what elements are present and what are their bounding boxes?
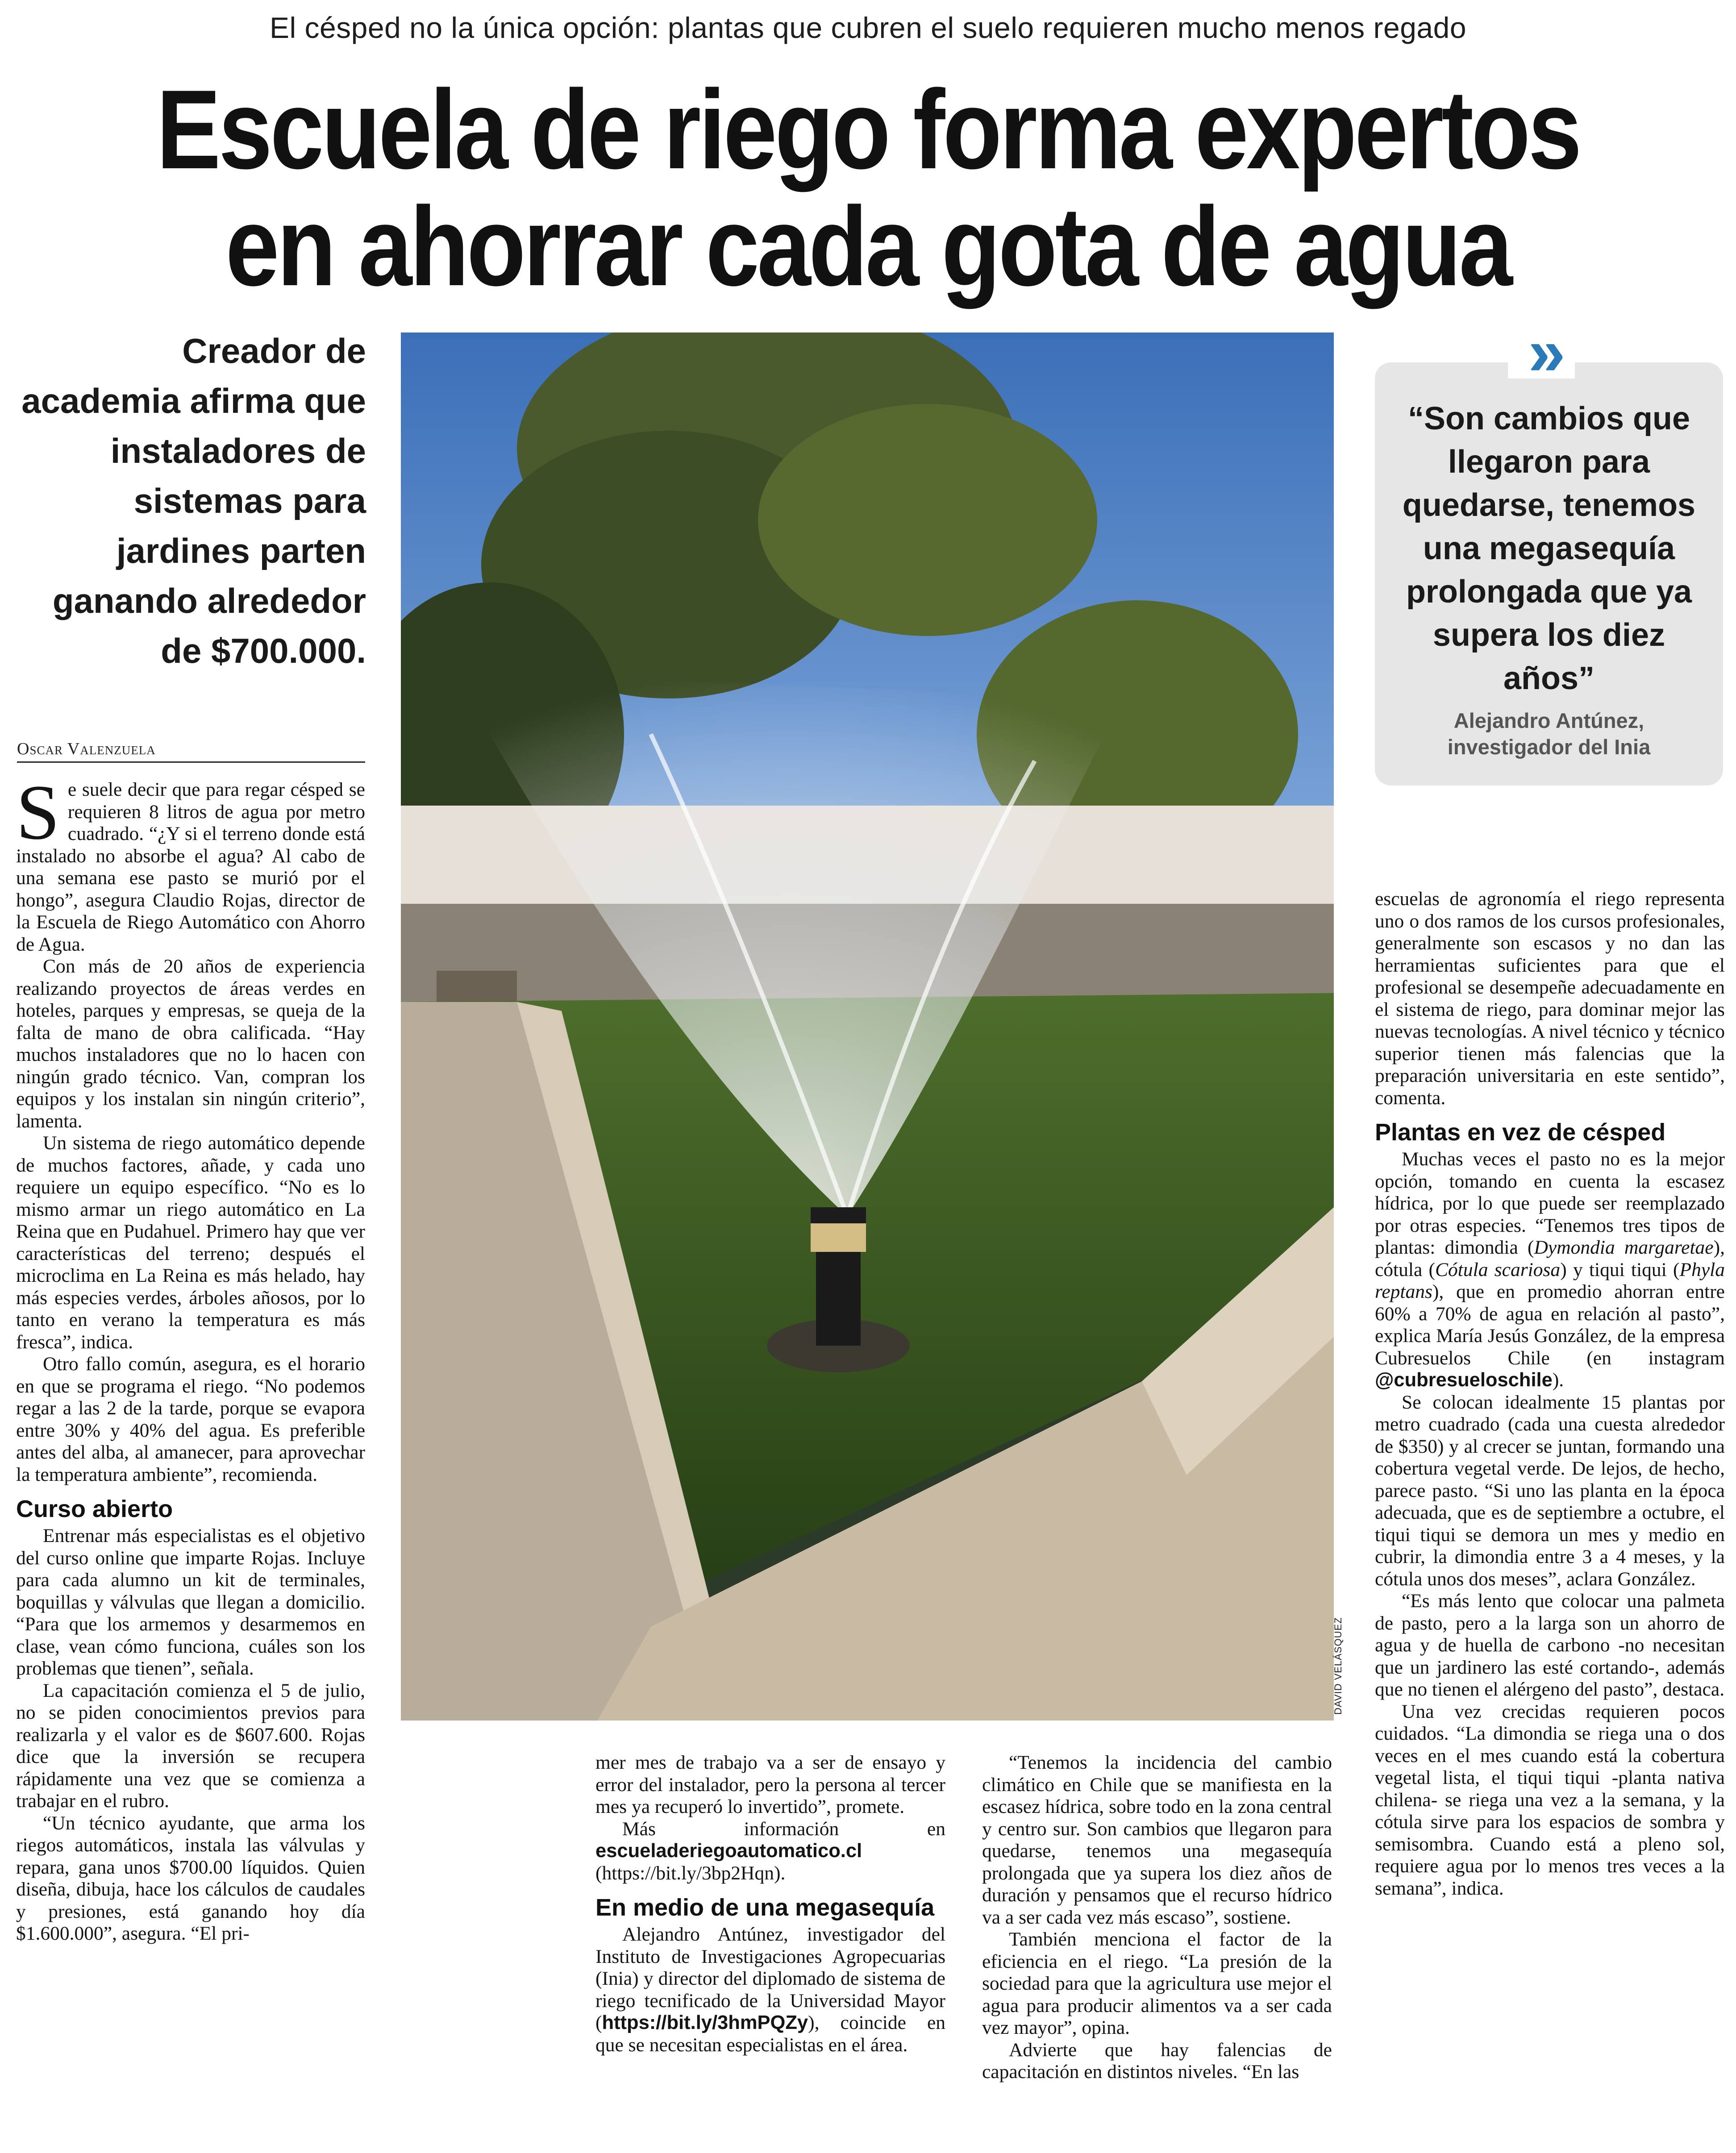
species-name: Cótula scariosa xyxy=(1435,1259,1561,1280)
text: ), coincide en que se necesitan especialistas en el área. xyxy=(595,2012,945,2056)
paragraph: “Un técnico ayudante, que arma los riegos automáticos, instala las válvulas y repara, gana unos $700.00 líquidos. Quien diseña, dibuja, hace los cálculos de caudales y presiones, está ganando hoy día $1.600.000”, asegura. “El pri- xyxy=(16,1812,365,1944)
paragraph: Con más de 20 años de experiencia realizando proyectos de áreas verdes en hoteles, parques y empresas, se queja de la falta de mano de obra calificada. “Hay muchos instaladores que no lo hacen con ningún grado técnico. Van, compran los equipos y los instalan sin ningún criterio”, lamenta. xyxy=(16,956,365,1132)
photo-credit: DAVID VELÁSQUEZ xyxy=(1332,1617,1344,1715)
pullquote-name: Alejandro Antúnez, xyxy=(1453,709,1644,732)
deck-summary: Creador de academia afirma que instaladores de sistemas para jardines parten ganando alrededor de $700.000. xyxy=(21,331,366,670)
text: ), cótula ( xyxy=(1375,1237,1725,1280)
column-4 xyxy=(1375,888,1725,2151)
paragraph: Entrenar más especialistas es el objetivo del curso online que imparte Rojas. Incluye para cada alumno un kit de terminales, boquillas y válvulas que llegan a domicilio. “Para que los armemos y desarmemos en clase, vean cómo funciona, cuáles son los problemas que tienen”, señala. xyxy=(16,1525,365,1679)
headline-line-2: en ahorrar cada gota de agua xyxy=(225,184,1511,309)
paragraph: Se colocan idealmente 15 plantas por metro cuadrado (cada una cuesta alrededor de $350) y al crecer se juntan, formando una cobertura vegetal verde. De lejos, de hecho, parece pasto. “Si uno las planta en la época adecuada, que es de septiembre a octubre, el tiqui tiqui se demora un mes y medio en cubrir, la dimondia entre 3 a 4 meses, y la cótula unos dos meses”, aclara González. xyxy=(1375,1391,1725,1590)
paragraph: Se suele decir que para regar césped se requieren 8 litros de agua por metro cuadrado. “¿Y si el terreno donde está instalado no absorbe el agua? Al cabo de una semana ese pasto se murió por el hongo”, asegura Claudio Rojas, director de la Escuela de Riego Automático con Ahorro de Agua. xyxy=(16,779,365,955)
subheading-megasequia: En medio de una megasequía xyxy=(595,1894,935,1921)
text: Más información en xyxy=(622,1818,945,1840)
headline xyxy=(121,67,1615,309)
headline-line-1: Escuela de riego forma expertos xyxy=(156,67,1580,192)
text: Alejandro Antúnez, investigador del Instituto de Investigaciones Agropecuarias (Inia) y director del diplomado de sistema de riego tecnificado de la Universidad Mayor ( xyxy=(595,1924,945,2033)
kicker: El césped no la única opción: plantas que cubren el suelo requieren mucho menos regado xyxy=(269,11,1467,44)
short-link[interactable]: https://bit.ly/3hmPQZy xyxy=(602,2012,808,2033)
species-name: Dymondia margaretae xyxy=(1534,1237,1714,1258)
paragraph: Advierte que hay falencias de capacitación en distintos niveles. “En las xyxy=(982,2039,1332,2082)
text: Muchas veces el pasto no es la mejor opción, tomando en cuenta la escasez hídrica, por lo que puede ser reemplazado por otras especies. “Tenemos tres tipos de plantas: dimondia ( xyxy=(1375,1148,1725,1258)
paragraph: También menciona el factor de la eficiencia en el riego. “La presión de la sociedad para que la agricultura use mejor el agua para producir alimentos va a ser cada vez mayor”, opina. xyxy=(982,1929,1332,2038)
paragraph xyxy=(1375,1148,1725,1392)
paragraph: La capacitación comienza el 5 de julio, no se piden conocimientos previos para realizarla y el valor es de $607.600. Rojas dice que la inversión se recupera rápidamente una vez que se comienza a trabajar en el rubro. xyxy=(16,1679,365,1812)
instagram-handle[interactable]: @cubresueloschile xyxy=(1375,1369,1553,1391)
column-1 xyxy=(16,779,365,2151)
paragraph: Un sistema de riego automático depende de muchos factores, añade, y cada uno requiere un equipo específico. “No es lo mismo armar un riego automático en La Reina que en Pudahuel. Primero hay que ver características del terreno; después el microclima en La Reina es más helado, hay más especies verdes, árboles añosos, por lo tanto en verano la temperatura es más fresca”, indica. xyxy=(16,1132,365,1353)
paragraph xyxy=(595,1924,945,2056)
article-photo xyxy=(401,333,1334,1721)
text: (https://bit.ly/3bp2Hqn). xyxy=(595,1862,786,1884)
paragraph: Una vez crecidas requieren pocos cuidados. “La dimondia se riega una o dos veces en el mes cuando está la cobertura vegetal lista, el tiqui tiqui -planta nativa chilena- se riega una vez a la semana, y la cótula sirve para los espacios de sombra y semisombra. Cuando está a pleno sol, requiere agua por lo menos tres veces a la semana”, indica. xyxy=(1375,1700,1725,1899)
paragraph: Otro fallo común, asegura, es el horario en que se programa el riego. “No podemos regar a las 2 de la tarde, porque se evapora entre 30% y 40% del agua. Es preferible antes del alba, al amanecer, para aprovechar la temperatura ambiente”, recomienda. xyxy=(16,1353,365,1485)
text: ), que en promedio ahorran entre 60% a 70% de agua en relación al pasto”, explica María Jesús González, de la empresa Cubresuelos Chile (en instagram xyxy=(1375,1281,1725,1369)
species-name: Phyla reptans xyxy=(1375,1259,1725,1302)
pullquote-attribution xyxy=(1384,707,1714,760)
column-2 xyxy=(595,1752,945,2151)
sprinkler-photo-illustration xyxy=(401,333,1334,1721)
double-chevron-icon: » xyxy=(1508,325,1575,378)
byline: Oscar Valenzuela xyxy=(17,739,365,763)
website-link[interactable]: escueladeriegoautomatico.cl xyxy=(595,1840,862,1862)
paragraph xyxy=(595,1818,945,1885)
column-3 xyxy=(982,1752,1332,2151)
subheading-plantas: Plantas en vez de césped xyxy=(1375,1119,1666,1146)
text: ) y tiqui tiqui ( xyxy=(1560,1259,1680,1280)
text: ). xyxy=(1552,1369,1564,1391)
pullquote-text: “Son cambios que llegaron para quedarse, tenemos una megasequía prolongada que ya supera los diez años” xyxy=(1402,401,1696,696)
paragraph: mer mes de trabajo va a ser de ensayo y error del instalador, pero la persona al tercer mes ya recuperó lo invertido”, promete. xyxy=(595,1752,945,1817)
paragraph: “Tenemos la incidencia del cambio climático en Chile que se manifiesta en la escasez hídrica, sobre todo en la zona central y centro sur. Son cambios que llegaron para quedarse, tenemos una megasequía prolongada que ya supera los diez años de duración y pensamos que el recurso hídrico va a ser cada vez más escaso”, sostiene. xyxy=(982,1752,1332,1928)
subheading-curso-abierto: Curso abierto xyxy=(16,1496,173,1522)
pullquote-role: investigador del Inia xyxy=(1447,735,1651,759)
paragraph: escuelas de agronomía el riego representa uno o dos ramos de los cursos profesionales, generalmente son escasos y no dan las herramientas suficientes para que el profesional se desempeñe adecuadamente en el sistema de riego, para dominar mejor las nuevas tecnologías. A nivel técnico y técnico superior tienen más falencias que la preparación universitaria en este sentido”, comenta. xyxy=(1375,888,1725,1109)
paragraph: “Es más lento que colocar una palmeta de pasto, pero a la larga son un ahorro de agua y de huella de carbono -no necesitan que un jardinero las esté cortando-, además que no tienen el alérgeno del pasto”, destaca. xyxy=(1375,1590,1725,1700)
